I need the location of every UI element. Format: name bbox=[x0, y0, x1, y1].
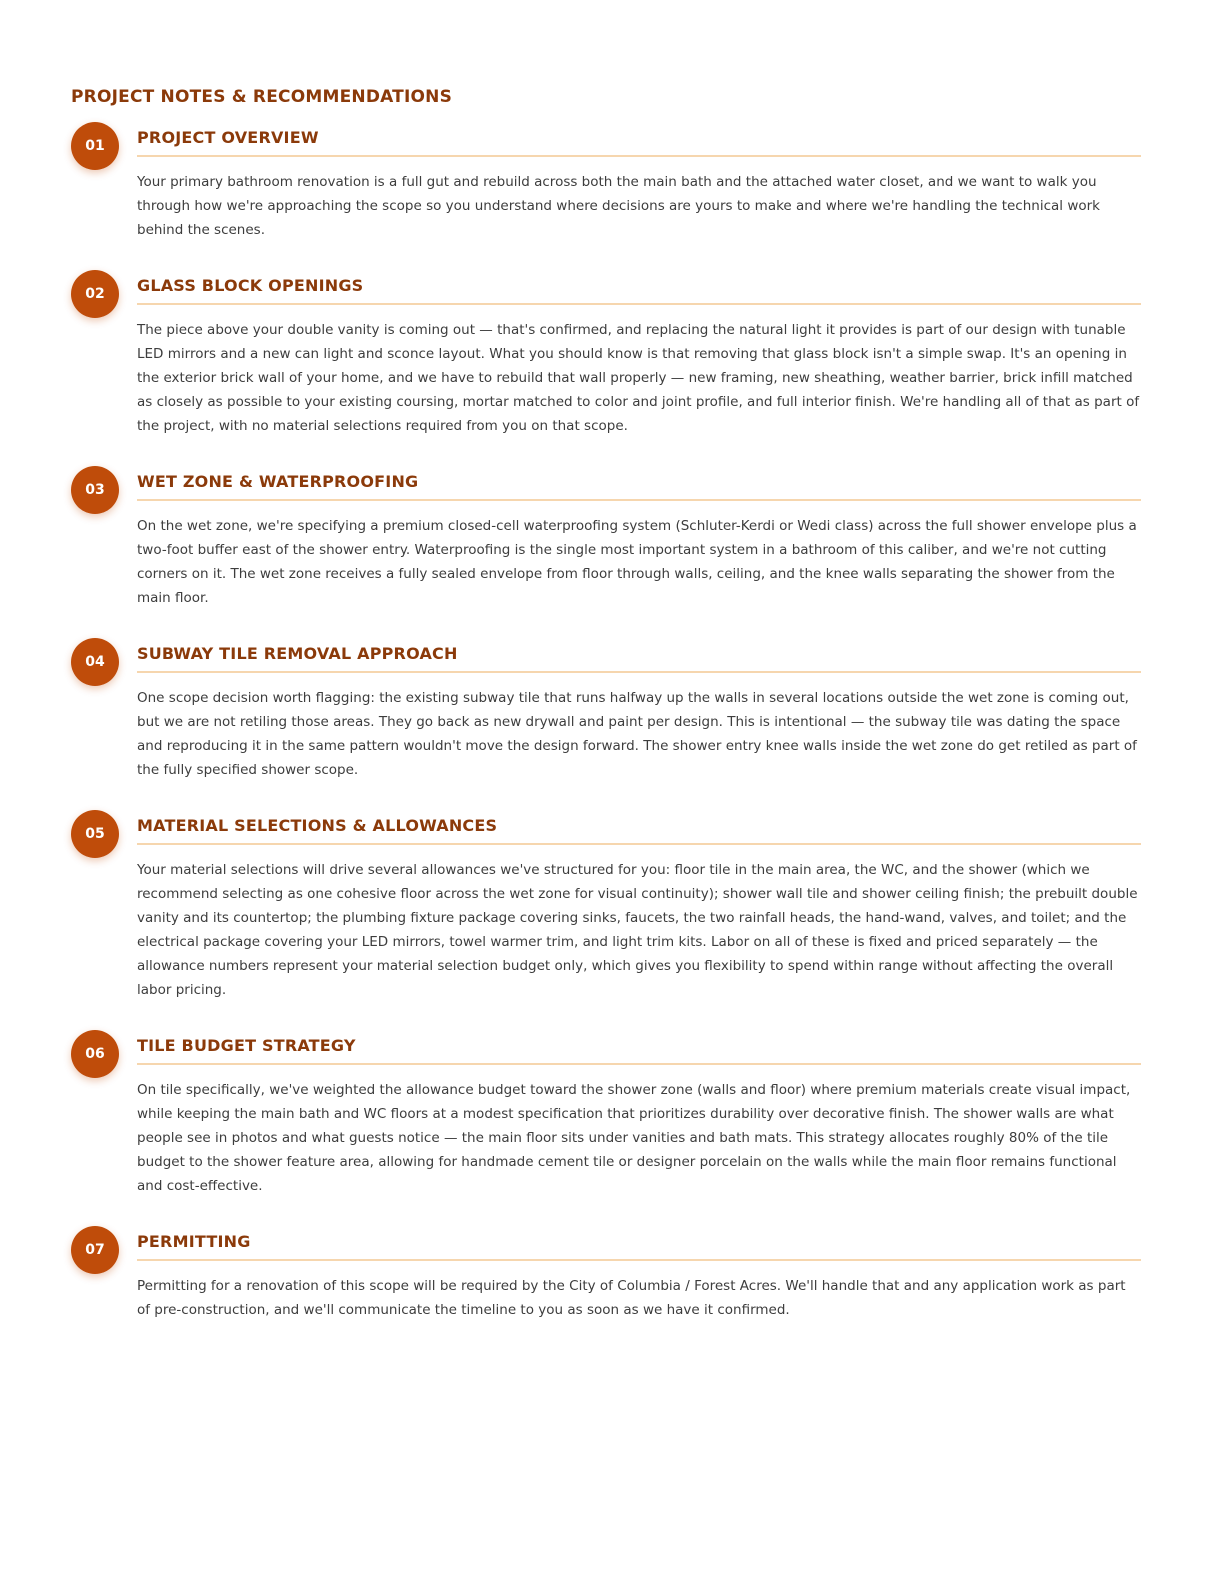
note-number-badge: 02 bbox=[71, 270, 119, 318]
note-title: PROJECT OVERVIEW bbox=[137, 128, 1141, 157]
note-title: SUBWAY TILE REMOVAL APPROACH bbox=[137, 644, 1141, 673]
note-title: TILE BUDGET STRATEGY bbox=[137, 1036, 1141, 1065]
note-number-badge: 07 bbox=[71, 1226, 119, 1274]
note-number-badge: 06 bbox=[71, 1030, 119, 1078]
note-number-badge: 03 bbox=[71, 466, 119, 514]
note-body: Your material selections will drive several allowances we've structured for you: floor tile in the main area, the WC, and the shower (which we recommend selecting as one cohesive floor across the wet zone for visual continuity); shower wall tile and shower ceiling finish; the prebuilt double vanity and its countertop; the plumbing fixture package covering sinks, faucets, the two rainfall heads, the hand-wand, valves, and toilet; and the electrical package covering your LED mirrors, towel warmer trim, and light trim kits. Labor on all of these is fixed and priced separately — the allowance numbers represent your material selection budget only, which gives you flexibility to spend within range without affecting the overall labor pricing. bbox=[137, 862, 1138, 998]
note-glass-block-openings bbox=[71, 276, 1141, 438]
note-body: One scope decision worth flagging: the existing subway tile that runs halfway up the walls in several locations outside the wet zone is coming out, but we are not retiling those areas. They go back as new drywall and paint per design. This is intentional — the subway tile was dating the space and reproducing it in the same pattern wouldn't move the design forward. The shower entry knee walls inside the wet zone do get retiled as part of the fully specified shower scope. bbox=[137, 690, 1137, 778]
note-tile-budget-strategy bbox=[71, 1036, 1141, 1198]
note-title: PERMITTING bbox=[137, 1232, 1141, 1261]
note-title: WET ZONE & WATERPROOFING bbox=[137, 472, 1141, 501]
note-permitting bbox=[71, 1232, 1141, 1322]
note-title: GLASS BLOCK OPENINGS bbox=[137, 276, 1141, 305]
note-number-badge: 01 bbox=[71, 122, 119, 170]
note-body: Permitting for a renovation of this scope will be required by the City of Columbia / Forest Acres. We'll handle that and any application work as part of pre-construction, and we'll communicate the timeline to you as soon as we have it confirmed. bbox=[137, 1278, 1126, 1318]
note-wet-zone-waterproofing bbox=[71, 472, 1141, 610]
note-title: MATERIAL SELECTIONS & ALLOWANCES bbox=[137, 816, 1141, 845]
note-project-overview bbox=[71, 128, 1141, 242]
notes-page bbox=[71, 86, 1141, 1322]
note-body: On tile specifically, we've weighted the allowance budget toward the shower zone (walls and floor) where premium materials create visual impact, while keeping the main bath and WC floors at a modest specification that prioritizes durability over decorative finish. The shower walls are what people see in photos and what guests notice — the main floor sits under vanities and bath mats. This strategy allocates roughly 80% of the tile budget to the shower feature area, allowing for handmade cement tile or designer porcelain on the walls while the main floor remains functional and cost-effective. bbox=[137, 1082, 1131, 1194]
note-body: Your primary bathroom renovation is a full gut and rebuild across both the main bath and the attached water closet, and we want to walk you through how we're approaching the scope so you understand where decisions are yours to make and where we're handling the technical work behind the scenes. bbox=[137, 174, 1100, 238]
note-material-selections bbox=[71, 816, 1141, 1002]
note-body: The piece above your double vanity is coming out — that's confirmed, and replacing the natural light it provides is part of our design with tunable LED mirrors and a new can light and sconce layout. What you should know is that removing that glass block isn't a simple swap. It's an opening in the exterior brick wall of your home, and we have to rebuild that wall properly — new framing, new sheathing, weather barrier, brick infill matched as closely as possible to your existing coursing, mortar matched to color and joint profile, and full interior finish. We're handling all of that as part of the project, with no material selections required from you on that scope. bbox=[137, 322, 1140, 434]
note-number-badge: 05 bbox=[71, 810, 119, 858]
note-subway-tile-removal bbox=[71, 644, 1141, 782]
note-number-badge: 04 bbox=[71, 638, 119, 686]
note-body: On the wet zone, we're specifying a premium closed-cell waterproofing system (Schluter-Kerdi or Wedi class) across the full shower envelope plus a two-foot buffer east of the shower entry. Waterproofing is the single most important system in a bathroom of this caliber, and we're not cutting corners on it. The wet zone receives a fully sealed envelope from floor through walls, ceiling, and the knee walls separating the shower from the main floor. bbox=[137, 518, 1137, 606]
page-title: PROJECT NOTES & RECOMMENDATIONS bbox=[71, 87, 453, 107]
